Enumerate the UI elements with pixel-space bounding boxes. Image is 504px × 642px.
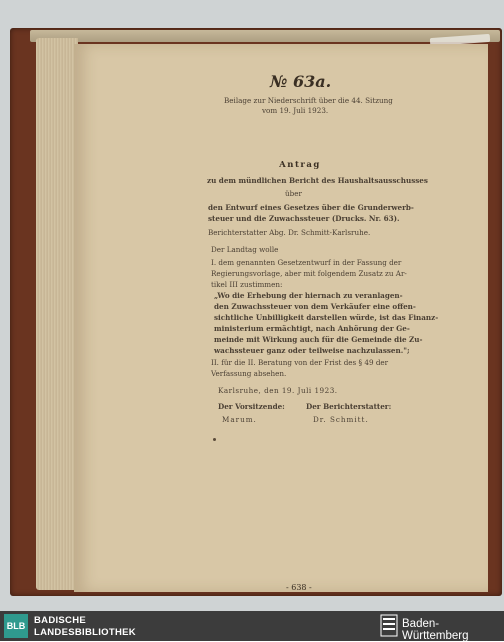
ueber-text: über: [285, 189, 302, 198]
document-subtitle: zu dem mündlichen Bericht des Haushaltsausschusses: [207, 176, 428, 185]
point-1-line-3: tikel III zustimmen:: [211, 280, 283, 289]
point-1-line-2: Regierungsvorlage, aber mit folgendem Zusatz zu Ar-: [211, 269, 407, 278]
blb-logo-icon[interactable]: BLB: [4, 614, 28, 638]
point-2-line-1: II. für die II. Beratung von der Frist des § 49 der: [211, 358, 389, 367]
berichterstatter-line: Berichterstatter Abg. Dr. Schmitt-Karlsruhe.: [208, 228, 371, 237]
quote-line-6: wachssteuer ganz oder teilweise nachzulassen.";: [214, 346, 410, 355]
quote-line-4: ministerium ermächtigt, nach Anhörung der Ge-: [214, 324, 410, 333]
quote-line-1: „Wo die Erhebung der hiernach zu veranlagen-: [214, 291, 403, 300]
signature-left-title: Der Vorsitzende:: [218, 402, 285, 411]
library-name-line-1[interactable]: BADISCHE: [34, 615, 87, 626]
page-stack-edges: [36, 38, 78, 590]
document-number: № 63a.: [270, 72, 332, 91]
entwurf-line-2: steuer und die Zuwachssteuer (Drucks. Nr. 63).: [208, 214, 400, 223]
entwurf-line-1: den Entwurf eines Gesetzes über die Grunderwerb-: [208, 203, 414, 212]
quote-line-3: sichtliche Unbilligkeit darstellen würde, ist das Finanz-: [214, 313, 439, 322]
signature-left-name: Marum.: [222, 415, 257, 424]
quote-line-5: meinde mit Wirkung auch für die Gemeinde die Zu-: [214, 335, 423, 344]
ink-dot: [213, 438, 216, 441]
point-2-line-2: Verfassung absehen.: [211, 369, 287, 378]
baden-wuerttemberg-label[interactable]: Baden-Württemberg: [402, 618, 469, 642]
quote-line-2: den Zuwachssteuer von dem Verkäufer eine offen-: [214, 302, 416, 311]
signature-right-name: Dr. Schmitt.: [313, 415, 369, 424]
document-title: Antrag: [279, 160, 321, 170]
place-date: Karlsruhe, den 19. Juli 1923.: [218, 386, 338, 395]
beilage-line-2: vom 19. Juli 1923.: [262, 106, 329, 115]
library-name-line-2[interactable]: LANDESBIBLIOTHEK: [34, 627, 136, 638]
signature-right-title: Der Berichterstatter:: [306, 402, 392, 411]
landtag-text: Der Landtag wolle: [211, 245, 279, 254]
beilage-line-1: Beilage zur Niederschrift über die 44. Sitzung: [224, 96, 393, 105]
baden-wuerttemberg-crest-icon[interactable]: [380, 614, 398, 637]
point-1-line-1: I. dem genannten Gesetzentwurf in der Fassung der: [211, 258, 402, 267]
page-number: - 638 -: [286, 583, 312, 592]
